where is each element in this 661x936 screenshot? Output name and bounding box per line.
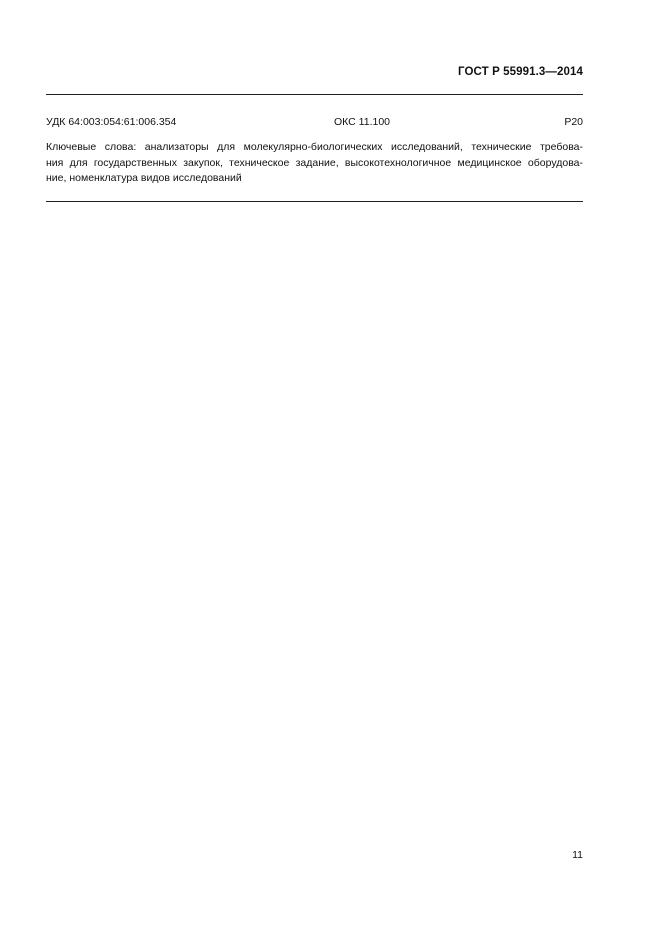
keywords-paragraph [46, 140, 583, 187]
page-number: 11 [572, 849, 583, 861]
top-divider [46, 94, 583, 95]
bottom-divider [46, 201, 583, 202]
udk-code: УДК 64:003:054:61:006.354 [46, 116, 177, 128]
standard-designation: ГОСТ Р 55991.3—2014 [458, 66, 583, 78]
keywords-line: Ключевые слова: анализаторы для молекулярно-биологических исследований, технические требова- [46, 141, 583, 153]
classification-row [46, 116, 583, 130]
keywords-line: ния для государственных закупок, техническое задание, высокотехнологичное медицинское оборудова- [46, 156, 583, 169]
category-code: Р20 [564, 116, 583, 128]
keywords-line: ние, номенклатура видов исследований [46, 172, 242, 184]
oks-code: ОКС 11.100 [334, 116, 391, 128]
